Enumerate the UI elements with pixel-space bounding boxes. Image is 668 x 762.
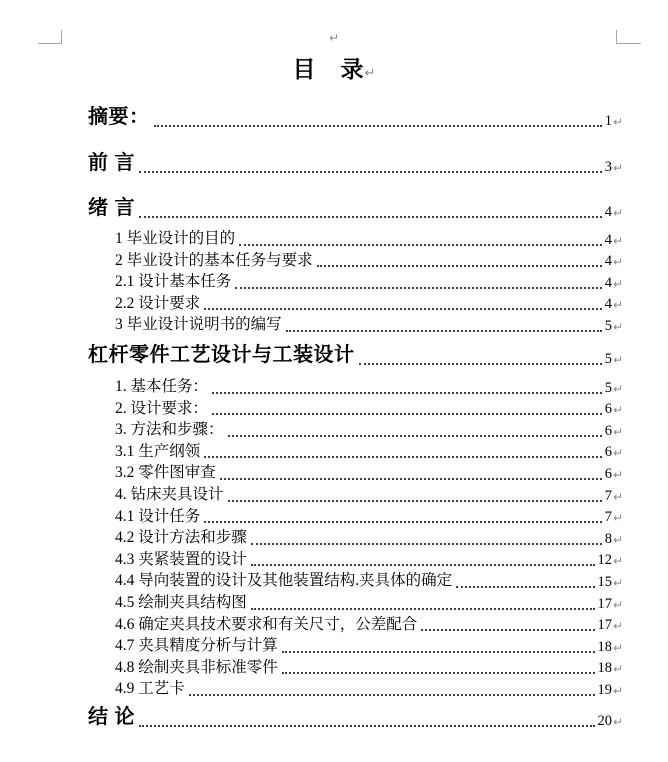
page-number: 18 bbox=[597, 660, 612, 677]
entry-label: 3. 方法和步骤： bbox=[115, 421, 224, 439]
toc-entry[interactable] bbox=[88, 441, 625, 463]
dot-leader bbox=[139, 725, 594, 727]
paragraph-mark-icon: ↵ bbox=[613, 446, 624, 461]
toc-entry[interactable] bbox=[88, 341, 625, 369]
entry-label: 2.2 设计要求 bbox=[115, 294, 201, 312]
page-number: 3 bbox=[604, 159, 612, 175]
page-number: 12 bbox=[597, 552, 612, 569]
page-number: 4 bbox=[604, 296, 612, 313]
entry-label: 3 毕业设计说明书的编写 bbox=[115, 316, 282, 334]
page-number: 19 bbox=[597, 681, 612, 698]
dot-leader bbox=[251, 564, 595, 566]
page-number: 7 bbox=[604, 487, 612, 504]
page-number: 6 bbox=[604, 422, 612, 439]
entry-label: 4.3 夹紧装置的设计 bbox=[115, 550, 247, 568]
dot-leader bbox=[235, 287, 601, 289]
dot-leader bbox=[204, 521, 601, 523]
page-number: 8 bbox=[604, 530, 612, 547]
paragraph-mark-icon: ↵ bbox=[613, 714, 624, 729]
dot-leader bbox=[286, 330, 602, 332]
page-number: 17 bbox=[597, 617, 612, 634]
dot-leader bbox=[239, 244, 602, 246]
entry-label: 摘要： bbox=[88, 106, 150, 128]
paragraph-mark-icon: ↵ bbox=[613, 597, 624, 612]
page-number: 6 bbox=[604, 444, 612, 461]
page-number: 20 bbox=[597, 712, 612, 729]
toc-entry[interactable] bbox=[88, 484, 625, 506]
paragraph-mark-icon: ↵ bbox=[613, 233, 624, 248]
paragraph-mark-icon: ↵ bbox=[613, 276, 624, 291]
toc-entry[interactable] bbox=[88, 635, 625, 657]
page-number: 6 bbox=[604, 465, 612, 482]
dot-leader bbox=[189, 694, 595, 696]
page-number: 15 bbox=[597, 573, 612, 590]
toc-entry[interactable] bbox=[88, 250, 625, 272]
entry-label: 4.2 设计方法和步骤 bbox=[115, 529, 247, 547]
toc-entry[interactable] bbox=[88, 314, 625, 336]
dot-leader bbox=[228, 500, 602, 502]
entry-label: 前 言 bbox=[88, 152, 136, 174]
toc-entry[interactable] bbox=[88, 614, 625, 636]
entry-label: 结 论 bbox=[88, 705, 136, 728]
paragraph-mark-icon: ↵ bbox=[613, 319, 624, 334]
paragraph-mark-icon: ↵ bbox=[613, 115, 624, 129]
toc-entry[interactable] bbox=[88, 549, 625, 571]
dot-leader bbox=[251, 543, 602, 545]
entry-label: 4.4 导向装置的设计及其他装置结构.夹具体的确定 bbox=[115, 572, 453, 590]
margin-crop-mark-top-left bbox=[38, 30, 62, 44]
toc-entry[interactable] bbox=[88, 293, 625, 315]
paragraph-mark-icon: ↵ bbox=[613, 381, 624, 396]
toc-entry[interactable] bbox=[88, 506, 625, 528]
page-number: 5 bbox=[604, 379, 612, 396]
page-number: 6 bbox=[604, 401, 612, 418]
paragraph-mark-icon: ↵ bbox=[613, 511, 624, 526]
toc-entry[interactable] bbox=[88, 462, 625, 484]
dot-leader bbox=[220, 478, 602, 480]
paragraph-mark-icon: ↵ bbox=[613, 683, 624, 698]
entry-label: 2 毕业设计的基本任务与要求 bbox=[115, 251, 313, 269]
entry-label: 4.5 绘制夹具结构图 bbox=[115, 593, 247, 611]
dot-leader bbox=[212, 413, 602, 415]
paragraph-mark-icon: ↵ bbox=[613, 640, 624, 655]
page-number: 7 bbox=[604, 509, 612, 526]
dot-leader bbox=[251, 608, 595, 610]
dot-leader bbox=[317, 265, 602, 267]
entry-label: 杠杆零件工艺设计与工装设计 bbox=[88, 343, 355, 366]
page-number: 1 bbox=[604, 113, 612, 129]
dot-leader bbox=[228, 435, 602, 437]
entry-label: 4.7 夹具精度分析与计算 bbox=[115, 637, 278, 655]
paragraph-mark-icon: ↵ bbox=[613, 298, 624, 313]
page-number: 5 bbox=[604, 317, 612, 334]
entry-label: 1 毕业设计的目的 bbox=[115, 230, 236, 247]
dot-leader bbox=[139, 171, 602, 173]
toc-entry[interactable] bbox=[88, 398, 625, 420]
dot-leader bbox=[154, 125, 602, 127]
paragraph-mark-icon: ↵ bbox=[364, 66, 376, 81]
page-number: 4 bbox=[604, 253, 612, 270]
entry-label: 绪 言 bbox=[88, 197, 136, 219]
toc-entry[interactable] bbox=[88, 228, 625, 250]
paragraph-mark-icon: ↵ bbox=[613, 532, 624, 547]
page-number: 17 bbox=[597, 595, 612, 612]
paragraph-mark-icon: ↵ bbox=[613, 662, 624, 677]
entry-label: 4.8 绘制夹具非标准零件 bbox=[115, 658, 278, 676]
dot-leader bbox=[282, 651, 595, 653]
dot-leader bbox=[282, 672, 595, 674]
entry-label: 4.1 设计任务 bbox=[115, 507, 201, 525]
paragraph-mark-icon: ↵ bbox=[613, 403, 624, 418]
entry-label: 2. 设计要求： bbox=[115, 399, 209, 417]
entry-label: 4. 钻床夹具设计 bbox=[115, 485, 224, 503]
toc-title bbox=[0, 54, 668, 89]
dot-leader bbox=[421, 629, 594, 631]
paragraph-mark-icon: ↵ bbox=[613, 619, 624, 634]
toc-entry[interactable] bbox=[88, 419, 625, 441]
toc-entry[interactable] bbox=[88, 527, 625, 549]
dot-leader bbox=[139, 216, 602, 218]
paragraph-mark-icon: ↵ bbox=[613, 161, 624, 175]
toc-entry[interactable] bbox=[88, 703, 625, 731]
dot-leader bbox=[204, 456, 601, 458]
toc-entry[interactable] bbox=[88, 194, 625, 222]
page-number: 18 bbox=[597, 638, 612, 655]
entry-label: 1. 基本任务： bbox=[115, 377, 209, 395]
entry-label: 4.6 确定夹具技术要求和有关尺寸，公差配合 bbox=[115, 615, 418, 633]
toc-entry[interactable] bbox=[88, 149, 625, 177]
empty-paragraph bbox=[0, 30, 668, 46]
page-number: 5 bbox=[604, 350, 612, 367]
entry-label: 2.1 设计基本任务 bbox=[115, 273, 232, 291]
toc-entry[interactable] bbox=[88, 570, 625, 592]
page-number: 4 bbox=[604, 231, 612, 248]
paragraph-mark-icon: ↵ bbox=[613, 424, 624, 439]
dot-leader bbox=[212, 392, 602, 394]
paragraph-mark-icon: ↵ bbox=[613, 255, 624, 270]
toc-entry[interactable] bbox=[88, 592, 625, 614]
paragraph-mark-icon: ↵ bbox=[613, 489, 624, 504]
paragraph-mark-icon: ↵ bbox=[613, 352, 624, 367]
page-number: 4 bbox=[604, 274, 612, 291]
paragraph-mark-icon: ↵ bbox=[613, 575, 624, 590]
toc-title-text: 目 录 bbox=[292, 56, 365, 82]
toc-entry[interactable] bbox=[88, 103, 625, 131]
table-of-contents bbox=[0, 103, 668, 731]
entry-label: 3.2 零件图审查 bbox=[115, 464, 216, 482]
entry-label: 4.9 工艺卡 bbox=[115, 680, 185, 698]
dot-leader bbox=[204, 308, 601, 310]
toc-entry[interactable] bbox=[88, 271, 625, 293]
dot-leader bbox=[456, 586, 594, 588]
paragraph-mark-icon: ↵ bbox=[613, 467, 624, 482]
paragraph-mark-icon: ↵ bbox=[613, 554, 624, 569]
paragraph-mark-icon: ↵ bbox=[613, 206, 624, 220]
page-number: 4 bbox=[604, 204, 612, 220]
paragraph-mark-icon: ↵ bbox=[328, 31, 340, 45]
toc-entry[interactable] bbox=[88, 657, 625, 679]
document-page bbox=[0, 30, 668, 762]
margin-crop-mark-top-right bbox=[616, 30, 641, 44]
toc-entry[interactable] bbox=[88, 376, 625, 398]
toc-entry[interactable] bbox=[88, 678, 625, 700]
dot-leader bbox=[359, 363, 602, 365]
entry-label: 3.1 生产纲领 bbox=[115, 442, 201, 460]
